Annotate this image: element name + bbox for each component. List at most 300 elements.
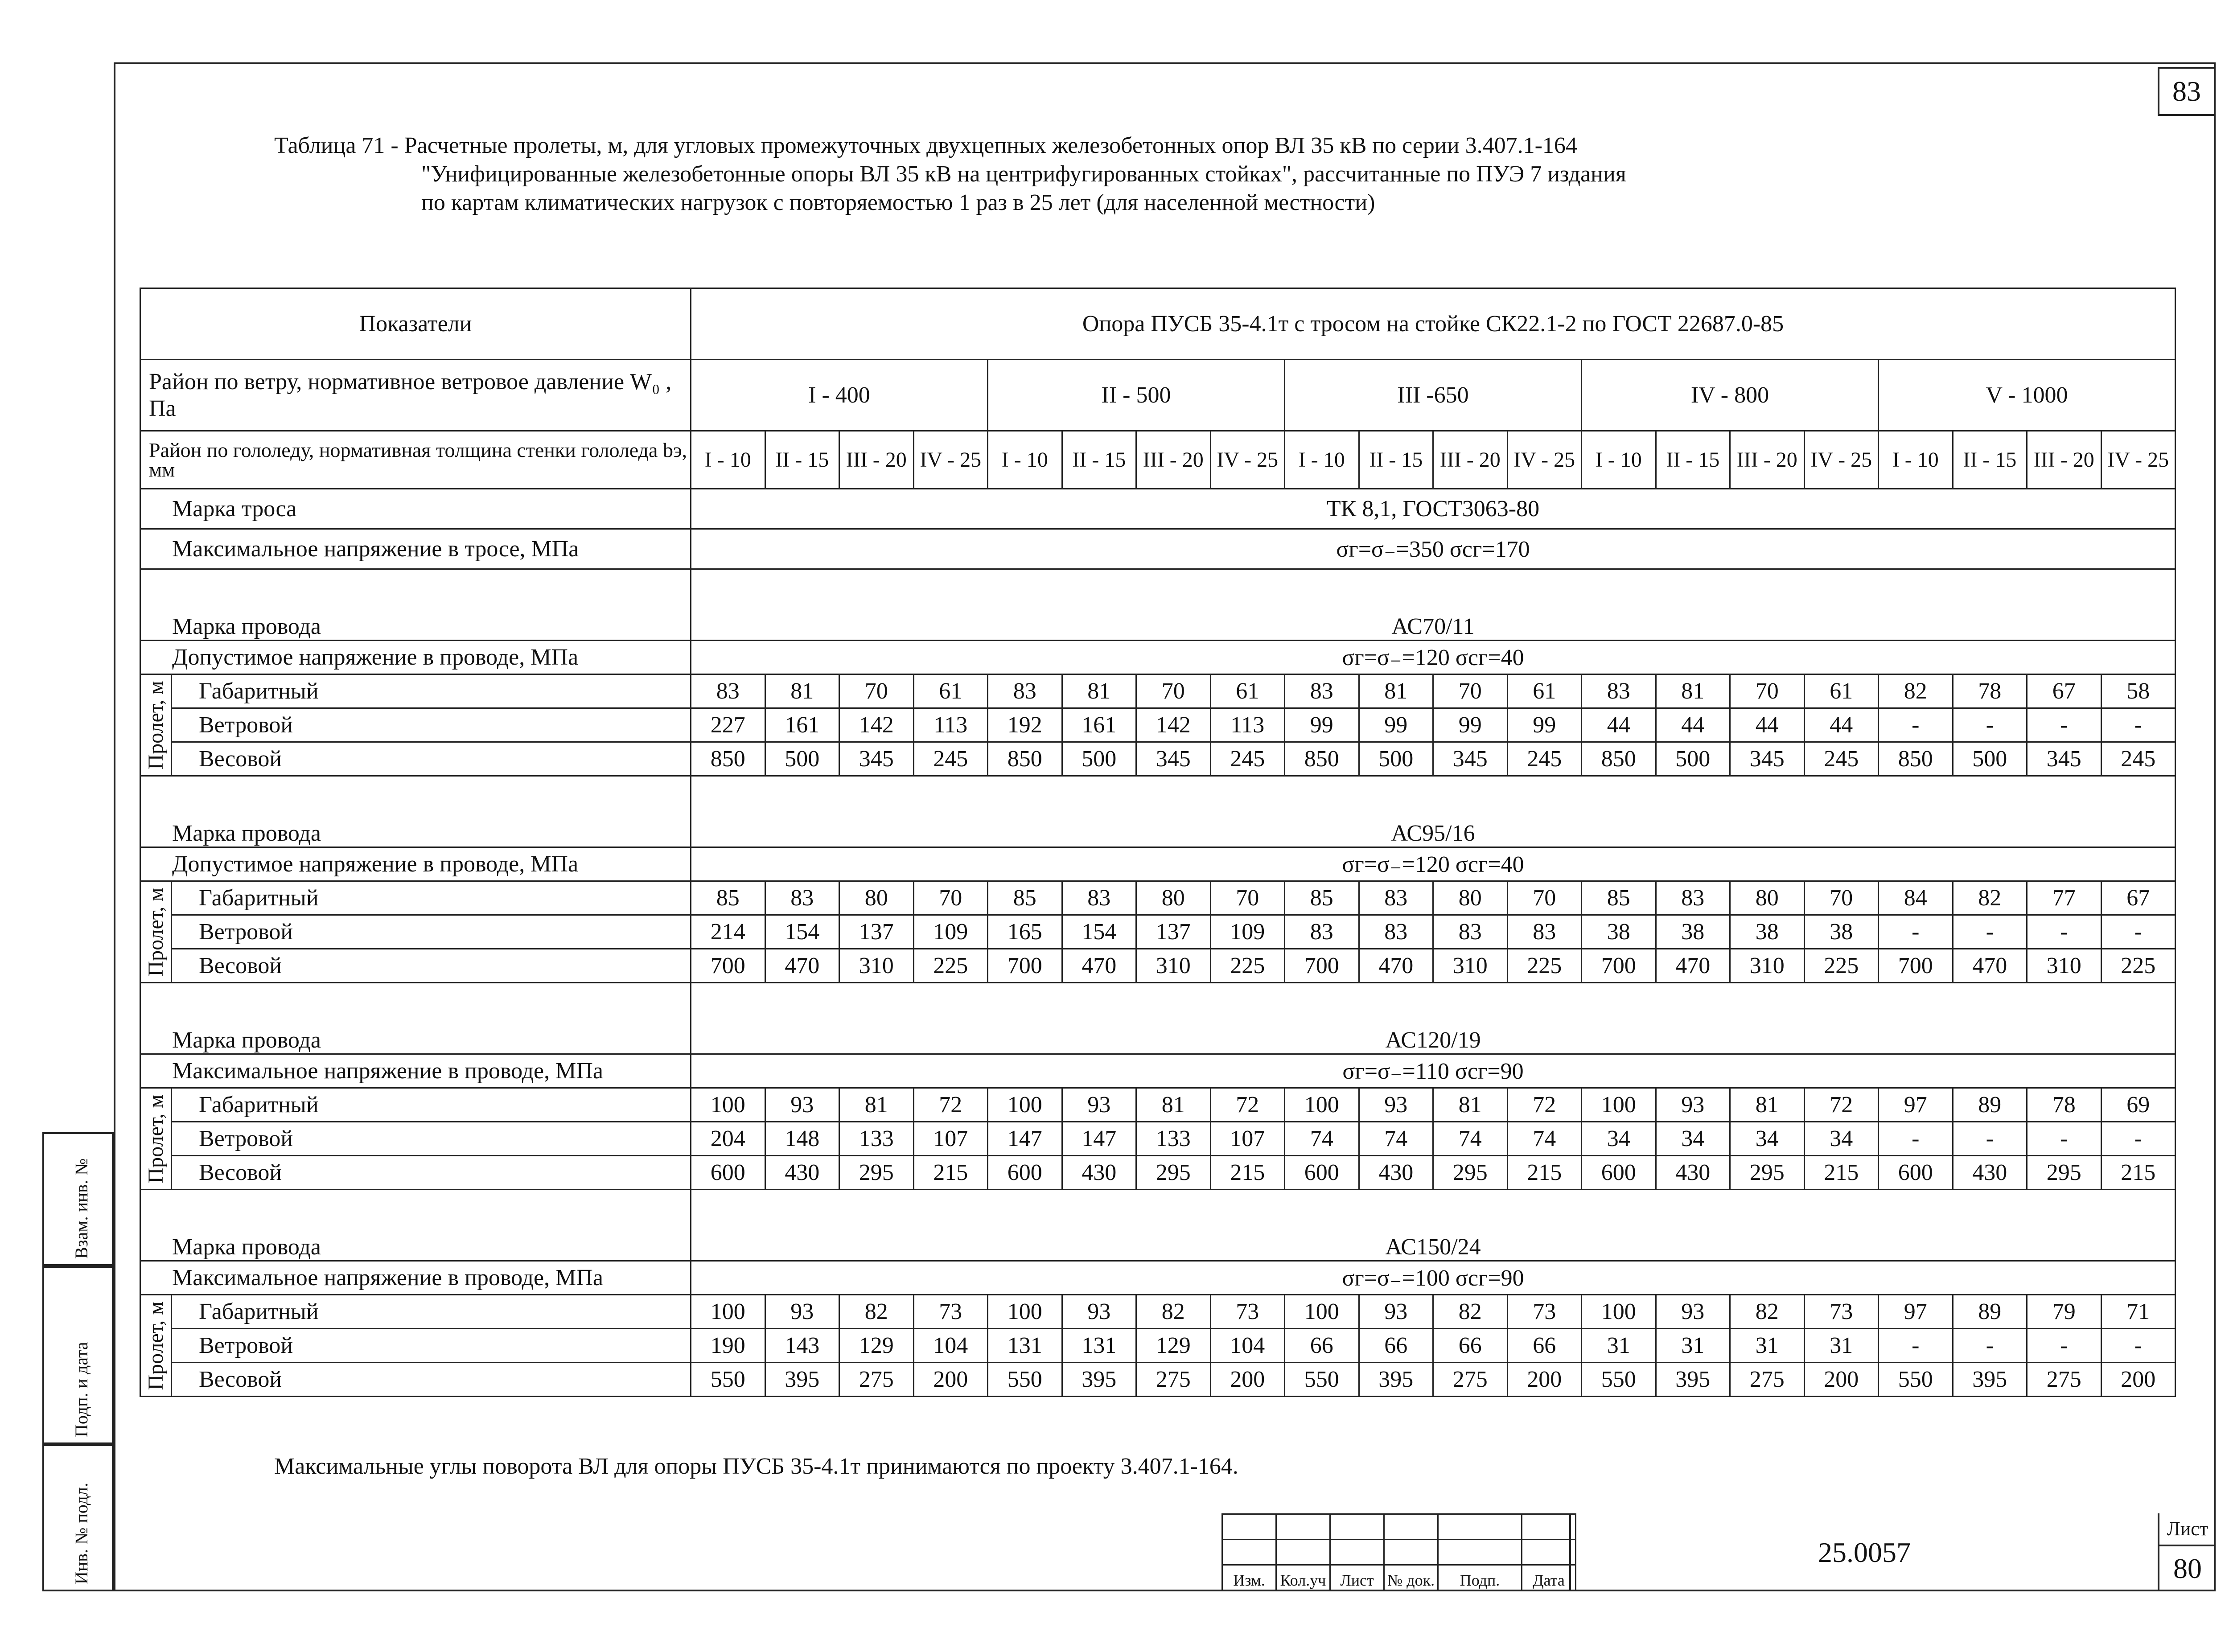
span-row-label: Габаритный [172,674,691,708]
span-value: 61 [1507,674,1582,708]
ice-region-cell: I - 10 [988,431,1062,489]
span-value: 550 [1285,1363,1359,1397]
span-label-text: Пролет, м [144,1094,168,1184]
span-value: 245 [2101,742,2176,776]
span-value: 85 [691,881,765,915]
span-value: 700 [691,949,765,983]
span-value: 83 [1433,915,1508,949]
wire-label: Марка провода [140,569,691,641]
span-value: 133 [839,1122,914,1156]
span-value: 44 [1730,708,1805,742]
span-value: 148 [765,1122,839,1156]
span-value: 275 [1433,1363,1508,1397]
wire-value: АС95/16 [691,776,2176,847]
span-value: 227 [691,708,765,742]
span-value: 97 [1879,1295,1953,1329]
span-value: 850 [988,742,1062,776]
span-value: 275 [839,1363,914,1397]
span-value: 113 [1210,708,1285,742]
ice-region-cell: IV - 25 [913,431,988,489]
span-value: 214 [691,915,765,949]
span-value: 97 [1879,1088,1953,1122]
span-value: 345 [1136,742,1211,776]
span-value: 395 [765,1363,839,1397]
span-value: 700 [1582,949,1656,983]
span-label [140,674,172,776]
span-value: 345 [1730,742,1805,776]
ice-region-cell: III - 20 [839,431,914,489]
span-value: 215 [913,1156,988,1190]
span-row-label: Весовой [172,742,691,776]
span-value: - [2101,1329,2176,1363]
span-value: 82 [1730,1295,1805,1329]
span-label [140,881,172,983]
span-value: 81 [1433,1088,1508,1122]
ice-region-cell: III - 20 [1433,431,1508,489]
span-value: 81 [1730,1088,1805,1122]
wind-region-2: II - 500 [988,360,1285,431]
span-value: 700 [1879,949,1953,983]
margin-cell-label: Подп. и дата [71,1342,91,1437]
span-value: 470 [1359,949,1433,983]
span-value: 99 [1285,708,1359,742]
ice-region-cell: III - 20 [1136,431,1211,489]
span-value: 31 [1582,1329,1656,1363]
wire-stress-label: Допустимое напряжение в проводе, МПа [140,641,691,674]
caption-line-3: по картам климатических нагрузок с повторяемостью 1 раз в 25 лет (для населенной местности) [421,190,1375,215]
span-value: 310 [1433,949,1508,983]
ice-region-cell: I - 10 [691,431,765,489]
span-value: 215 [1507,1156,1582,1190]
span-value: 295 [1136,1156,1211,1190]
span-value: 154 [1062,915,1136,949]
span-value: 61 [1804,674,1879,708]
span-value: 38 [1656,915,1730,949]
span-value: 67 [2101,881,2176,915]
span-value: 850 [1285,742,1359,776]
span-value: 500 [1953,742,2027,776]
span-value: 104 [1210,1329,1285,1363]
span-value: 73 [1210,1295,1285,1329]
wire-label: Марка провода [140,1190,691,1261]
span-value: 66 [1359,1329,1433,1363]
span-value: 215 [1210,1156,1285,1190]
span-value: 550 [1879,1363,1953,1397]
span-value: 200 [1804,1363,1879,1397]
span-value: - [1879,708,1953,742]
span-value: 82 [1136,1295,1211,1329]
span-value: 70 [1136,674,1211,708]
wind-region-label: Район по ветру, нормативное ветровое давление W₀ , Па [140,360,691,431]
ice-region-cell: IV - 25 [2101,431,2176,489]
span-value: 310 [1730,949,1805,983]
span-value: 245 [1507,742,1582,776]
span-value: 850 [1582,742,1656,776]
span-value: 245 [913,742,988,776]
caption-line-1: Таблица 71 - Расчетные пролеты, м, для угловых промежуточных двухцепных железобетонных опор ВЛ 35 кВ по серии 3.407.1-164 [274,133,1577,158]
span-value: 72 [913,1088,988,1122]
span-value: 31 [1804,1329,1879,1363]
span-value: 470 [765,949,839,983]
span-value: 31 [1730,1329,1805,1363]
span-value: 79 [2027,1295,2102,1329]
span-value: 38 [1730,915,1805,949]
margin-cell [42,1132,114,1266]
stamp-column-label: Подп. [1438,1565,1522,1590]
span-value: 550 [691,1363,765,1397]
stamp-column-label: Кол.уч [1276,1565,1330,1590]
span-value: 44 [1656,708,1730,742]
span-value: 600 [691,1156,765,1190]
span-value: 142 [839,708,914,742]
ice-region-cell: II - 15 [1953,431,2027,489]
span-value: - [2027,1329,2102,1363]
span-value: 310 [839,949,914,983]
span-table [140,288,2176,1397]
span-value: 80 [1136,881,1211,915]
span-value: - [1953,1122,2027,1156]
span-value: 58 [2101,674,2176,708]
span-row-label: Ветровой [172,1122,691,1156]
wire-stress-label: Максимальное напряжение в проводе, МПа [140,1261,691,1295]
span-value: 74 [1285,1122,1359,1156]
span-value: - [2101,1122,2176,1156]
span-value: 72 [1804,1088,1879,1122]
span-value: 93 [1359,1295,1433,1329]
span-row-label: Габаритный [172,881,691,915]
span-value: 82 [1953,881,2027,915]
span-value: 93 [1359,1088,1433,1122]
span-value: 275 [2027,1363,2102,1397]
span-value: 345 [1433,742,1508,776]
span-value: - [2027,915,2102,949]
span-label-text: Пролет, м [144,887,168,977]
ice-region-cell: I - 10 [1582,431,1656,489]
span-row-label: Весовой [172,1363,691,1397]
ice-region-cell: II - 15 [1359,431,1433,489]
span-value: 225 [1507,949,1582,983]
span-value: 72 [1210,1088,1285,1122]
span-value: 72 [1507,1088,1582,1122]
span-value: 395 [1953,1363,2027,1397]
span-value: 80 [1730,881,1805,915]
span-value: 70 [1433,674,1508,708]
caption-line-2: "Унифицированные железобетонные опоры ВЛ 35 кВ на центрифугированных стойках", рассчитанные по ПУЭ 7 издания [421,161,1626,187]
span-value: 93 [765,1295,839,1329]
span-value: 107 [913,1122,988,1156]
span-value: 345 [2027,742,2102,776]
stamp-column-label: Дата [1522,1565,1576,1590]
span-value: 137 [1136,915,1211,949]
span-value: 81 [1136,1088,1211,1122]
span-label-text: Пролет, м [144,680,168,770]
span-value: 100 [691,1295,765,1329]
span-value: 430 [1062,1156,1136,1190]
span-value: 61 [1210,674,1285,708]
span-label-text: Пролет, м [144,1301,168,1390]
wind-region-3: III -650 [1285,360,1582,431]
span-value: 83 [765,881,839,915]
span-value: 143 [765,1329,839,1363]
span-value: 200 [1210,1363,1285,1397]
margin-cell-label: Инв. № подл. [71,1483,91,1584]
span-value: 69 [2101,1088,2176,1122]
span-value: - [1953,915,2027,949]
span-value: 550 [1582,1363,1656,1397]
span-value: 34 [1730,1122,1805,1156]
span-value: 275 [1730,1363,1805,1397]
span-value: 295 [839,1156,914,1190]
span-value: 71 [2101,1295,2176,1329]
span-value: 89 [1953,1088,2027,1122]
span-value: 84 [1879,881,1953,915]
span-value: 550 [988,1363,1062,1397]
span-value: 200 [913,1363,988,1397]
span-value: 147 [988,1122,1062,1156]
span-value: 74 [1359,1122,1433,1156]
span-label [140,1295,172,1397]
table-caption [274,132,1626,217]
span-value: - [1953,708,2027,742]
wind-region-5: V - 1000 [1879,360,2176,431]
span-value: 100 [1285,1088,1359,1122]
stamp-column-label: Лист [1330,1565,1384,1590]
span-value: 200 [1507,1363,1582,1397]
span-value: - [2027,1122,2102,1156]
span-value: 295 [1433,1156,1508,1190]
span-value: 81 [1359,674,1433,708]
span-value: 225 [913,949,988,983]
span-label [140,1088,172,1190]
span-value: 70 [839,674,914,708]
span-value: 34 [1804,1122,1879,1156]
span-value: 44 [1582,708,1656,742]
span-value: 81 [1656,674,1730,708]
span-value: 310 [1136,949,1211,983]
span-value: 81 [839,1088,914,1122]
span-value: 66 [1285,1329,1359,1363]
span-value: 142 [1136,708,1211,742]
span-value: 66 [1507,1329,1582,1363]
span-value: 89 [1953,1295,2027,1329]
span-value: 82 [839,1295,914,1329]
span-value: 100 [988,1295,1062,1329]
span-value: 83 [1507,915,1582,949]
span-value: - [2027,708,2102,742]
span-value: 131 [1062,1329,1136,1363]
footnote: Максимальные углы поворота ВЛ для опоры ПУСБ 35-4.1т принимаются по проекту 3.407.1-164. [274,1454,1238,1479]
ice-region-cell: IV - 25 [1804,431,1879,489]
span-value: 44 [1804,708,1879,742]
span-value: 73 [913,1295,988,1329]
span-value: 83 [691,674,765,708]
span-row-label: Весовой [172,1156,691,1190]
span-value: 395 [1656,1363,1730,1397]
span-value: 83 [1359,915,1433,949]
span-value: 345 [839,742,914,776]
ice-region-cell: II - 15 [765,431,839,489]
span-value: 470 [1953,949,2027,983]
span-value: 131 [988,1329,1062,1363]
wire-stress-value: σг=σ₋=120 σсг=40 [691,847,2176,881]
page-number: 83 [2158,67,2216,116]
span-value: 500 [1359,742,1433,776]
span-value: 74 [1507,1122,1582,1156]
span-value: 161 [1062,708,1136,742]
ice-region-cell: III - 20 [1730,431,1805,489]
span-value: 78 [1953,674,2027,708]
cable-stress-label: Максимальное напряжение в тросе, МПа [140,529,691,569]
span-value: 133 [1136,1122,1211,1156]
span-value: 100 [988,1088,1062,1122]
span-value: 470 [1656,949,1730,983]
span-value: 200 [2101,1363,2176,1397]
span-value: 85 [1285,881,1359,915]
span-value: 100 [1582,1088,1656,1122]
span-value: 38 [1582,915,1656,949]
span-value: 70 [1507,881,1582,915]
span-value: 225 [1210,949,1285,983]
ice-region-cell: I - 10 [1285,431,1359,489]
span-value: 107 [1210,1122,1285,1156]
span-value: 295 [1730,1156,1805,1190]
wind-region-1: I - 400 [691,360,988,431]
wire-stress-value: σг=σ₋=100 σсг=90 [691,1261,2176,1295]
span-value: 850 [691,742,765,776]
ice-region-cell: I - 10 [1879,431,1953,489]
wire-value: АС150/24 [691,1190,2176,1261]
span-value: 74 [1433,1122,1508,1156]
span-value: 395 [1062,1363,1136,1397]
span-value: 245 [1210,742,1285,776]
wire-stress-label: Допустимое напряжение в проводе, МПа [140,847,691,881]
span-value: - [1879,915,1953,949]
span-value: 215 [2101,1156,2176,1190]
span-value: 99 [1507,708,1582,742]
span-value: 109 [913,915,988,949]
ice-region-label: Район по гололеду, нормативная толщина стенки гололеда bэ, мм [140,431,691,489]
span-row-label: Габаритный [172,1295,691,1329]
wire-stress-value: σг=σ₋=110 σсг=90 [691,1054,2176,1088]
span-value: 395 [1359,1363,1433,1397]
span-value: 93 [765,1088,839,1122]
span-value: 161 [765,708,839,742]
span-value: - [2101,708,2176,742]
span-value: 77 [2027,881,2102,915]
span-value: 85 [988,881,1062,915]
span-value: 225 [2101,949,2176,983]
margin-cell-label: Взам. инв. № [71,1158,91,1259]
span-value: 81 [1062,674,1136,708]
title-block-grid [1221,1513,1576,1591]
span-value: 80 [1433,881,1508,915]
span-value: 600 [988,1156,1062,1190]
span-value: 204 [691,1122,765,1156]
span-row-label: Ветровой [172,708,691,742]
span-value: 109 [1210,915,1285,949]
span-value: 100 [1582,1295,1656,1329]
span-value: - [2101,915,2176,949]
span-value: 93 [1062,1088,1136,1122]
span-row-label: Весовой [172,949,691,983]
span-value: - [1879,1329,1953,1363]
span-value: 700 [988,949,1062,983]
span-value: 215 [1804,1156,1879,1190]
span-value: 81 [765,674,839,708]
span-value: 82 [1433,1295,1508,1329]
span-value: 83 [1359,881,1433,915]
span-row-label: Ветровой [172,915,691,949]
span-value: 100 [1285,1295,1359,1329]
span-value: 66 [1433,1329,1508,1363]
span-value: 500 [1062,742,1136,776]
margin-cell [42,1444,114,1591]
wire-label: Марка провода [140,776,691,847]
span-value: 99 [1359,708,1433,742]
span-value: 31 [1656,1329,1730,1363]
span-value: 83 [1582,674,1656,708]
span-value: 73 [1804,1295,1879,1329]
cable-value: ТК 8,1, ГОСТ3063-80 [691,489,2176,529]
margin-cell [42,1266,114,1444]
ice-region-cell: II - 15 [1062,431,1136,489]
span-value: 129 [1136,1329,1211,1363]
span-value: 310 [2027,949,2102,983]
span-value: 83 [1656,881,1730,915]
span-value: 61 [913,674,988,708]
span-value: 600 [1582,1156,1656,1190]
span-value: 83 [988,674,1062,708]
span-value: 70 [1804,881,1879,915]
span-value: 600 [1285,1156,1359,1190]
span-value: 73 [1507,1295,1582,1329]
span-value: 70 [913,881,988,915]
ice-region-cell: IV - 25 [1507,431,1582,489]
span-value: 500 [1656,742,1730,776]
wire-value: АС70/11 [691,569,2176,641]
header-indicators: Показатели [140,288,691,360]
span-value: 67 [2027,674,2102,708]
span-value: 430 [765,1156,839,1190]
document-number: 25.0057 [1569,1513,2158,1591]
span-value: 190 [691,1329,765,1363]
cable-stress-value: σг=σ₋=350 σсг=170 [691,529,2176,569]
span-value: 78 [2027,1088,2102,1122]
span-value: 34 [1656,1122,1730,1156]
margin-stamp [42,1132,114,1591]
span-value: - [1879,1122,1953,1156]
span-value: 430 [1359,1156,1433,1190]
span-value: 85 [1582,881,1656,915]
span-value: 245 [1804,742,1879,776]
span-value: 34 [1582,1122,1656,1156]
span-value: 93 [1656,1088,1730,1122]
span-value: 430 [1953,1156,2027,1190]
span-value: 83 [1062,881,1136,915]
wire-stress-label: Максимальное напряжение в проводе, МПа [140,1054,691,1088]
span-row-label: Габаритный [172,1088,691,1122]
span-value: 93 [1062,1295,1136,1329]
ice-region-cell: IV - 25 [1210,431,1285,489]
sheet-label: Лист [2159,1513,2216,1546]
stamp-column-label: Изм. [1222,1565,1276,1590]
ice-region-cell: III - 20 [2027,431,2102,489]
span-value: 83 [1285,674,1359,708]
span-value: 137 [839,915,914,949]
span-value: 129 [839,1329,914,1363]
span-value: 82 [1879,674,1953,708]
header-support: Опора ПУСБ 35-4.1т с тросом на стойке СК22.1-2 по ГОСТ 22687.0-85 [691,288,2176,360]
